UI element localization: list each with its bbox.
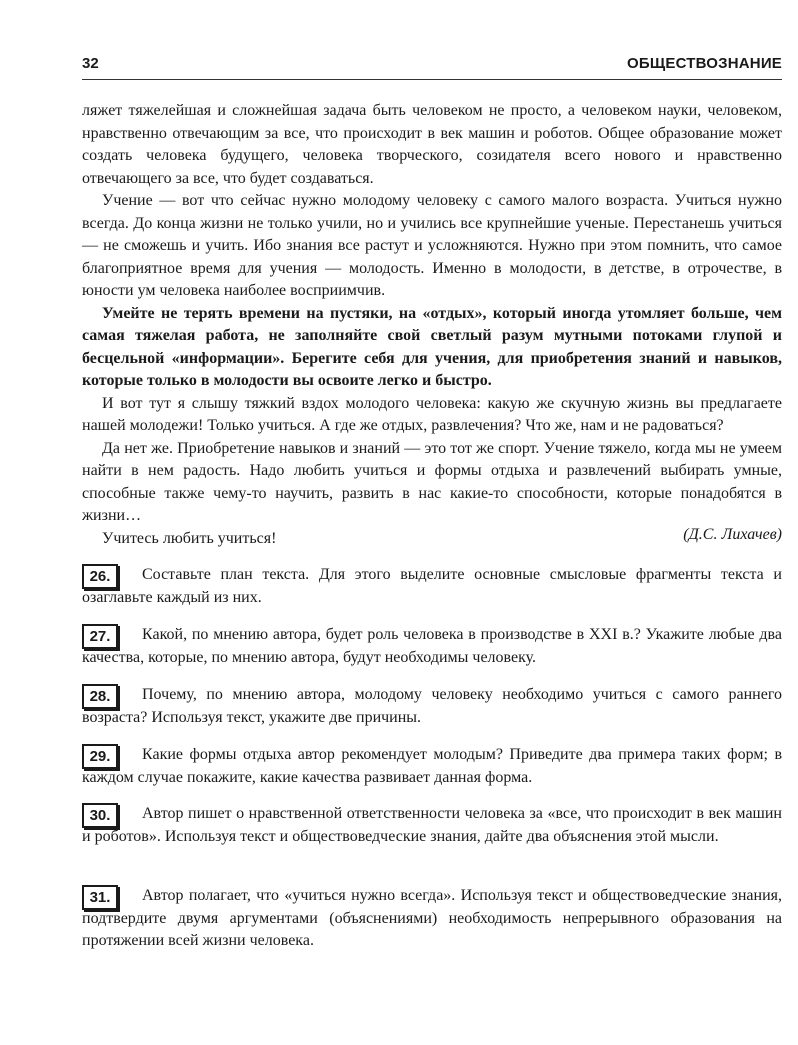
text-paragraph: Учитесь любить учиться!: [102, 529, 277, 547]
task-text: Автор пишет о нравственной ответственности человека за «все, что происходит в век машин и роботов». Используя текст и обществоведческие знания, дайте два объяснения этой мысли.: [82, 805, 782, 845]
task-text: Какие формы отдыха автор рекомендует молодым? Приведите два примера таких форм; в каждом случае покажите, какие качества развивает данная форма.: [82, 746, 782, 786]
text-paragraph: ляжет тяжелейшая и сложнейшая задача быть человеком не просто, а человеком науки, человеком, нравственно отвечающим за все, что происходит в век машин и роботов. Общее образование может создать человека будущего, человека творческого, созидателя всего нового и нравственно отвечающего за все, что будет создаваться.: [82, 102, 782, 187]
task-number-box: 28.: [82, 684, 118, 709]
task-number-box: 26.: [82, 564, 118, 589]
task-item: [82, 684, 782, 729]
task-item: [82, 564, 782, 609]
section-title: ОБЩЕСТВОЗНАНИЕ: [627, 55, 782, 72]
task-text: Какой, по мнению автора, будет роль человека в производстве в XXI в.? Укажите любые два качества, которые, по мнению автора, будут необходимы человеку.: [82, 626, 782, 666]
task-text: Составьте план текста. Для этого выделите основные смысловые фрагменты текста и озаглавьте каждый из них.: [82, 566, 782, 606]
task-number-box: 31.: [82, 885, 118, 910]
task-item: [82, 624, 782, 669]
page-number: 32: [82, 55, 99, 72]
source-text: [82, 100, 782, 550]
task-item: [82, 885, 782, 953]
task-text: Почему, по мнению автора, молодому человеку необходимо учиться с самого раннего возраста? Используя текст, укажите две причины.: [82, 686, 782, 726]
header-divider: [82, 79, 782, 80]
task-item: [82, 744, 782, 789]
page-header: [82, 55, 782, 81]
task-text: Автор полагает, что «учиться нужно всегда». Используя текст и обществоведческие знания, подтвердите двумя аргументами (объяснениями) необходимость непрерывного образования на протяжении всей жизни человека.: [82, 887, 782, 949]
text-paragraph: Умейте не терять времени на пустяки, на «отдых», который иногда утомляет больше, чем самая тяжелая работа, не заполняйте свой светлый разум мутными потоками глупой и бесцельной «информации». Берегите себя для учения, для приобретения знаний и навыков, которые только в молодости вы освоите легко и быстро.: [82, 304, 782, 389]
task-number-box: 30.: [82, 803, 118, 828]
text-paragraph: И вот тут я слышу тяжкий вздох молодого человека: какую же скучную жизнь вы предлагаете нашей молодежи! Только учиться. А где же отдых, развлечения? Что же, нам и не радоваться?: [82, 394, 782, 434]
text-paragraph: Да нет же. Приобретение навыков и знаний — это тот же спорт. Учение тяжело, когда мы не умеем найти в нем радость. Надо любить учиться и формы отдыха и развлечений выбирать умные, способные также чему-то научить, развить в нас какие-то способности, которые понадобятся в жизни…: [82, 439, 782, 524]
text-author: (Д.С. Лихачев): [683, 526, 782, 543]
text-paragraph: Учение — вот что сейчас нужно молодому человеку с самого малого возраста. Учиться нужно всегда. До конца жизни не только учили, но и учились все крупнейшие ученые. Перестанешь учиться — не сможешь и учить. Ибо знания все растут и усложняются. Нужно при этом помнить, что самое благоприятное время для учения — молодость. Именно в молодости, в детстве, в отрочестве, в юности ум человека наиболее восприимчив.: [82, 192, 782, 299]
task-number-box: 29.: [82, 744, 118, 769]
task-number-box: 27.: [82, 624, 118, 649]
task-item: [82, 803, 782, 848]
